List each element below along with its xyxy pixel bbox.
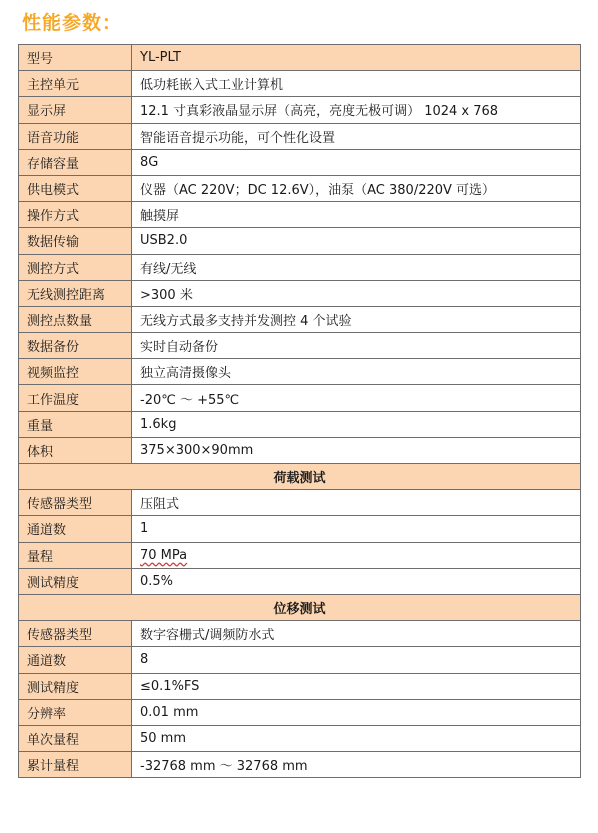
spec-row: [19, 647, 581, 673]
section-title: 荷载测试: [19, 464, 581, 490]
section-title: 位移测试: [19, 594, 581, 620]
spec-row: [19, 280, 581, 306]
spec-label: 重量: [19, 411, 132, 437]
spec-table: [18, 44, 581, 778]
spec-value: 8G: [132, 149, 581, 175]
spec-label: 体积: [19, 437, 132, 463]
spec-row: [19, 306, 581, 332]
spec-value: 0.5%: [132, 568, 581, 594]
spec-value: ≤0.1%FS: [132, 673, 581, 699]
spec-value: [132, 542, 581, 568]
spec-label: 测试精度: [19, 568, 132, 594]
spec-label: 无线测控距离: [19, 280, 132, 306]
spec-label: 测控点数量: [19, 306, 132, 332]
spec-row: [19, 621, 581, 647]
spec-label: 单次量程: [19, 725, 132, 751]
spec-value: 50 mm: [132, 725, 581, 751]
page-heading: 性能参数：: [22, 12, 123, 34]
spec-value: 1.6kg: [132, 411, 581, 437]
spec-row: [19, 699, 581, 725]
spec-value: 触摸屏: [132, 202, 581, 228]
spec-row-model: [19, 45, 581, 71]
spec-row: [19, 490, 581, 516]
spec-value: YL-PLT: [132, 45, 581, 71]
spec-value: 数字容栅式/调频防水式: [132, 621, 581, 647]
spec-value: 375×300×90mm: [132, 437, 581, 463]
spec-value: 无线方式最多支持并发测控 4 个试验: [132, 306, 581, 332]
spec-row: [19, 359, 581, 385]
spec-label: 型号: [19, 45, 132, 71]
spec-label: 量程: [19, 542, 132, 568]
spec-value: >300 米: [132, 280, 581, 306]
section-header-displacement: [19, 594, 581, 620]
spec-row: [19, 123, 581, 149]
spec-row: [19, 228, 581, 254]
spec-label: 测控方式: [19, 254, 132, 280]
spec-label: 通道数: [19, 647, 132, 673]
spec-row: [19, 97, 581, 123]
spec-label: 视频监控: [19, 359, 132, 385]
spec-value: 12.1 寸真彩液晶显示屏（高亮，亮度无极可调） 1024 x 768: [132, 97, 581, 123]
spec-row: [19, 385, 581, 411]
spec-value: -20℃ ～ +55℃: [132, 385, 581, 411]
spec-row: [19, 254, 581, 280]
spec-value: 独立高清摄像头: [132, 359, 581, 385]
spec-label: 主控单元: [19, 71, 132, 97]
spec-row: [19, 175, 581, 201]
spec-label: 语音功能: [19, 123, 132, 149]
spec-value: 压阻式: [132, 490, 581, 516]
spec-value: 有线/无线: [132, 254, 581, 280]
spec-row: [19, 202, 581, 228]
spec-value: 0.01 mm: [132, 699, 581, 725]
section-header-load: [19, 464, 581, 490]
spec-row: [19, 752, 581, 778]
spec-label: 分辨率: [19, 699, 132, 725]
spec-value: 8: [132, 647, 581, 673]
spec-row: [19, 568, 581, 594]
spec-value: -32768 mm ～ 32768 mm: [132, 752, 581, 778]
spec-value: 仪器（AC 220V；DC 12.6V），油泵（AC 380/220V 可选）: [132, 175, 581, 201]
spec-label: 工作温度: [19, 385, 132, 411]
spec-value: 低功耗嵌入式工业计算机: [132, 71, 581, 97]
spec-row: [19, 437, 581, 463]
spec-label: 操作方式: [19, 202, 132, 228]
spec-label: 显示屏: [19, 97, 132, 123]
spec-row: [19, 411, 581, 437]
spec-row: [19, 149, 581, 175]
spec-label: 传感器类型: [19, 621, 132, 647]
spec-table-body: [19, 45, 581, 778]
spec-value-text: 70 MPa: [140, 547, 188, 563]
spec-label: 累计量程: [19, 752, 132, 778]
spec-value: 1: [132, 516, 581, 542]
spec-row: [19, 673, 581, 699]
spec-value: 实时自动备份: [132, 333, 581, 359]
spec-row: [19, 516, 581, 542]
spec-row: [19, 333, 581, 359]
spec-label: 供电模式: [19, 175, 132, 201]
spec-label: 传感器类型: [19, 490, 132, 516]
spec-label: 数据备份: [19, 333, 132, 359]
spec-value: 智能语音提示功能，可个性化设置: [132, 123, 581, 149]
spec-label: 数据传输: [19, 228, 132, 254]
spec-row: [19, 71, 581, 97]
spec-label: 通道数: [19, 516, 132, 542]
spec-value: USB2.0: [132, 228, 581, 254]
spec-label: 测试精度: [19, 673, 132, 699]
spec-row: [19, 542, 581, 568]
spec-row: [19, 725, 581, 751]
spec-label: 存储容量: [19, 149, 132, 175]
